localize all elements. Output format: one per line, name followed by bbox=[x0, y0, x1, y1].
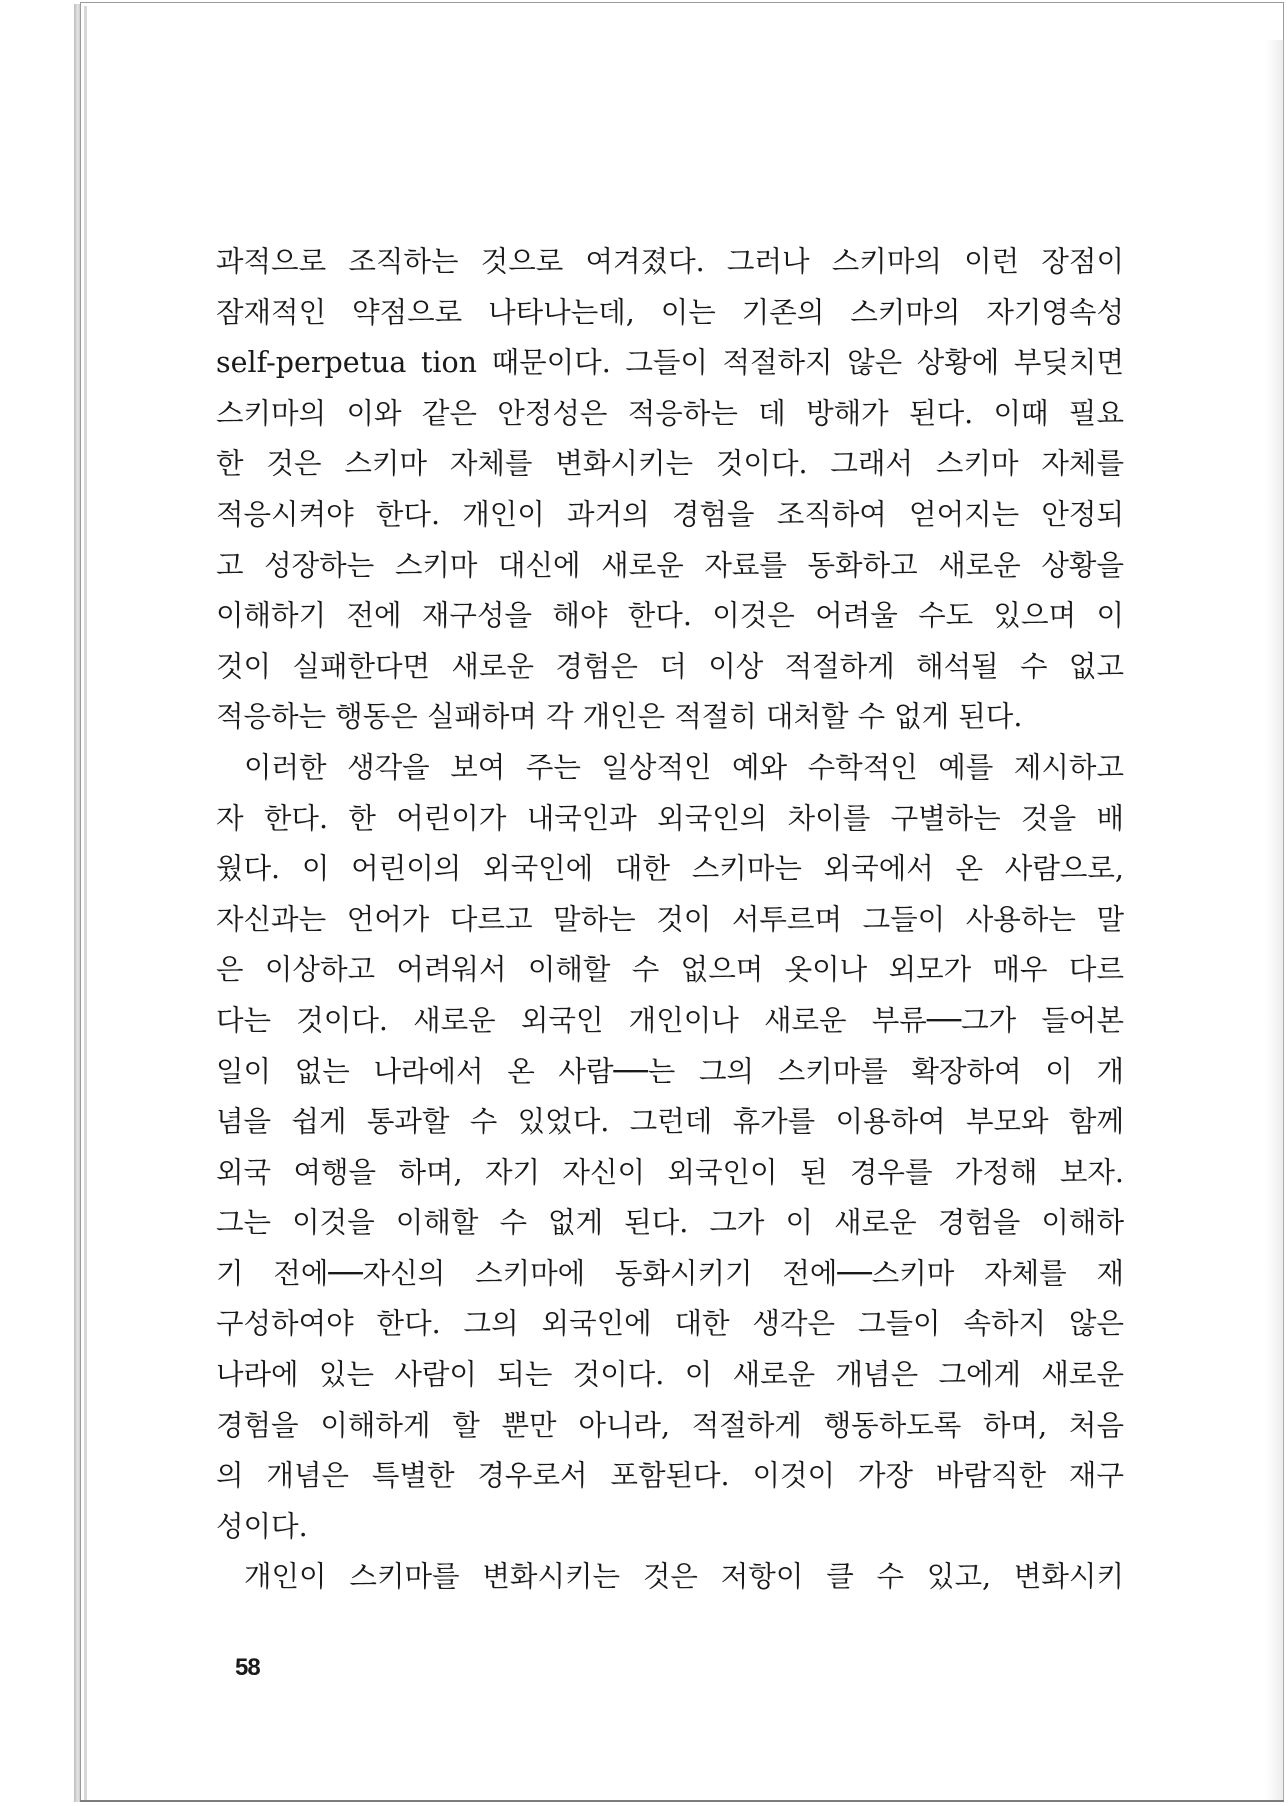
text-line: self-perpetua tion 때문이다. 그들이 적절하지 않은 상황에 부딪치면 bbox=[216, 346, 1124, 380]
text-line: 적응시켜야 한다. 개인이 과거의 경험을 조직하여 얻어지는 안정되 bbox=[216, 497, 1124, 531]
text-line: 일이 없는 나라에서 온 사람──는 그의 스키마를 확장하여 이 개 bbox=[216, 1054, 1124, 1088]
text-line: 기 전에──자신의 스키마에 동화시키기 전에──스키마 자체를 재 bbox=[216, 1256, 1124, 1290]
text-line: 나라에 있는 사람이 되는 것이다. 이 새로운 개념은 그에게 새로운 bbox=[216, 1358, 1124, 1392]
text-line: 자신과는 언어가 다르고 말하는 것이 서투르며 그들이 사용하는 말 bbox=[216, 902, 1124, 936]
text-line: 의 개념은 특별한 경우로서 포함된다. 이것이 가장 바람직한 재구 bbox=[216, 1459, 1124, 1493]
text-line: 경험을 이해하게 할 뿐만 아니라, 적절하게 행동하도록 하며, 처음 bbox=[216, 1408, 1124, 1442]
paragraph-start-line: 개인이 스키마를 변화시키는 것은 저항이 클 수 있고, 변화시키 bbox=[244, 1560, 1124, 1594]
text-line: 고 성장하는 스키마 대신에 새로운 자료를 동화하고 새로운 상황을 bbox=[216, 548, 1124, 582]
page-number: 58 bbox=[235, 1654, 260, 1681]
text-line: 스키마의 이와 같은 안정성은 적응하는 데 방해가 된다. 이때 필요 bbox=[216, 396, 1124, 430]
text-line: 적응하는 행동은 실패하며 각 개인은 적절히 대처할 수 없게 된다. bbox=[216, 700, 1023, 734]
text-line: 웠다. 이 어린이의 외국인에 대한 스키마는 외국에서 온 사람으로, bbox=[216, 852, 1124, 886]
text-line: 이해하기 전에 재구성을 해야 한다. 이것은 어려울 수도 있으며 이 bbox=[216, 599, 1124, 633]
paragraph-start-line: 이러한 생각을 보여 주는 일상적인 예와 수학적인 예를 제시하고 bbox=[244, 750, 1124, 784]
text-line: 것이 실패한다면 새로운 경험은 더 이상 적절하게 해석될 수 없고 bbox=[216, 649, 1124, 683]
text-line: 한 것은 스키마 자체를 변화시키는 것이다. 그래서 스키마 자체를 bbox=[216, 447, 1124, 481]
text-line: 은 이상하고 어려워서 이해할 수 없으며 옷이나 외모가 매우 다르 bbox=[216, 953, 1124, 987]
page-bottom-edge bbox=[80, 1800, 1284, 1802]
text-line: 다는 것이다. 새로운 외국인 개인이나 새로운 부류──그가 들어본 bbox=[216, 1003, 1124, 1037]
body-text bbox=[216, 237, 1124, 1603]
page-stack-edge bbox=[84, 6, 87, 1800]
text-line: 구성하여야 한다. 그의 외국인에 대한 생각은 그들이 속하지 않은 bbox=[216, 1307, 1124, 1341]
text-line: 자 한다. 한 어린이가 내국인과 외국인의 차이를 구별하는 것을 배 bbox=[216, 801, 1124, 835]
text-line: 외국 여행을 하며, 자기 자신이 외국인이 된 경우를 가정해 보자. bbox=[216, 1155, 1124, 1189]
text-line: 성이다. bbox=[216, 1509, 308, 1543]
text-line: 과적으로 조직하는 것으로 여겨졌다. 그러나 스키마의 이런 장점이 bbox=[216, 245, 1124, 278]
page-right-shadow bbox=[1266, 40, 1284, 1802]
text-line: 그는 이것을 이해할 수 없게 된다. 그가 이 새로운 경험을 이해하 bbox=[216, 1206, 1124, 1240]
text-line: 잠재적인 약점으로 나타나는데, 이는 기존의 스키마의 자기영속성 bbox=[216, 295, 1124, 329]
text-line: 념을 쉽게 통과할 수 있었다. 그런데 휴가를 이용하여 부모와 함께 bbox=[216, 1105, 1124, 1139]
